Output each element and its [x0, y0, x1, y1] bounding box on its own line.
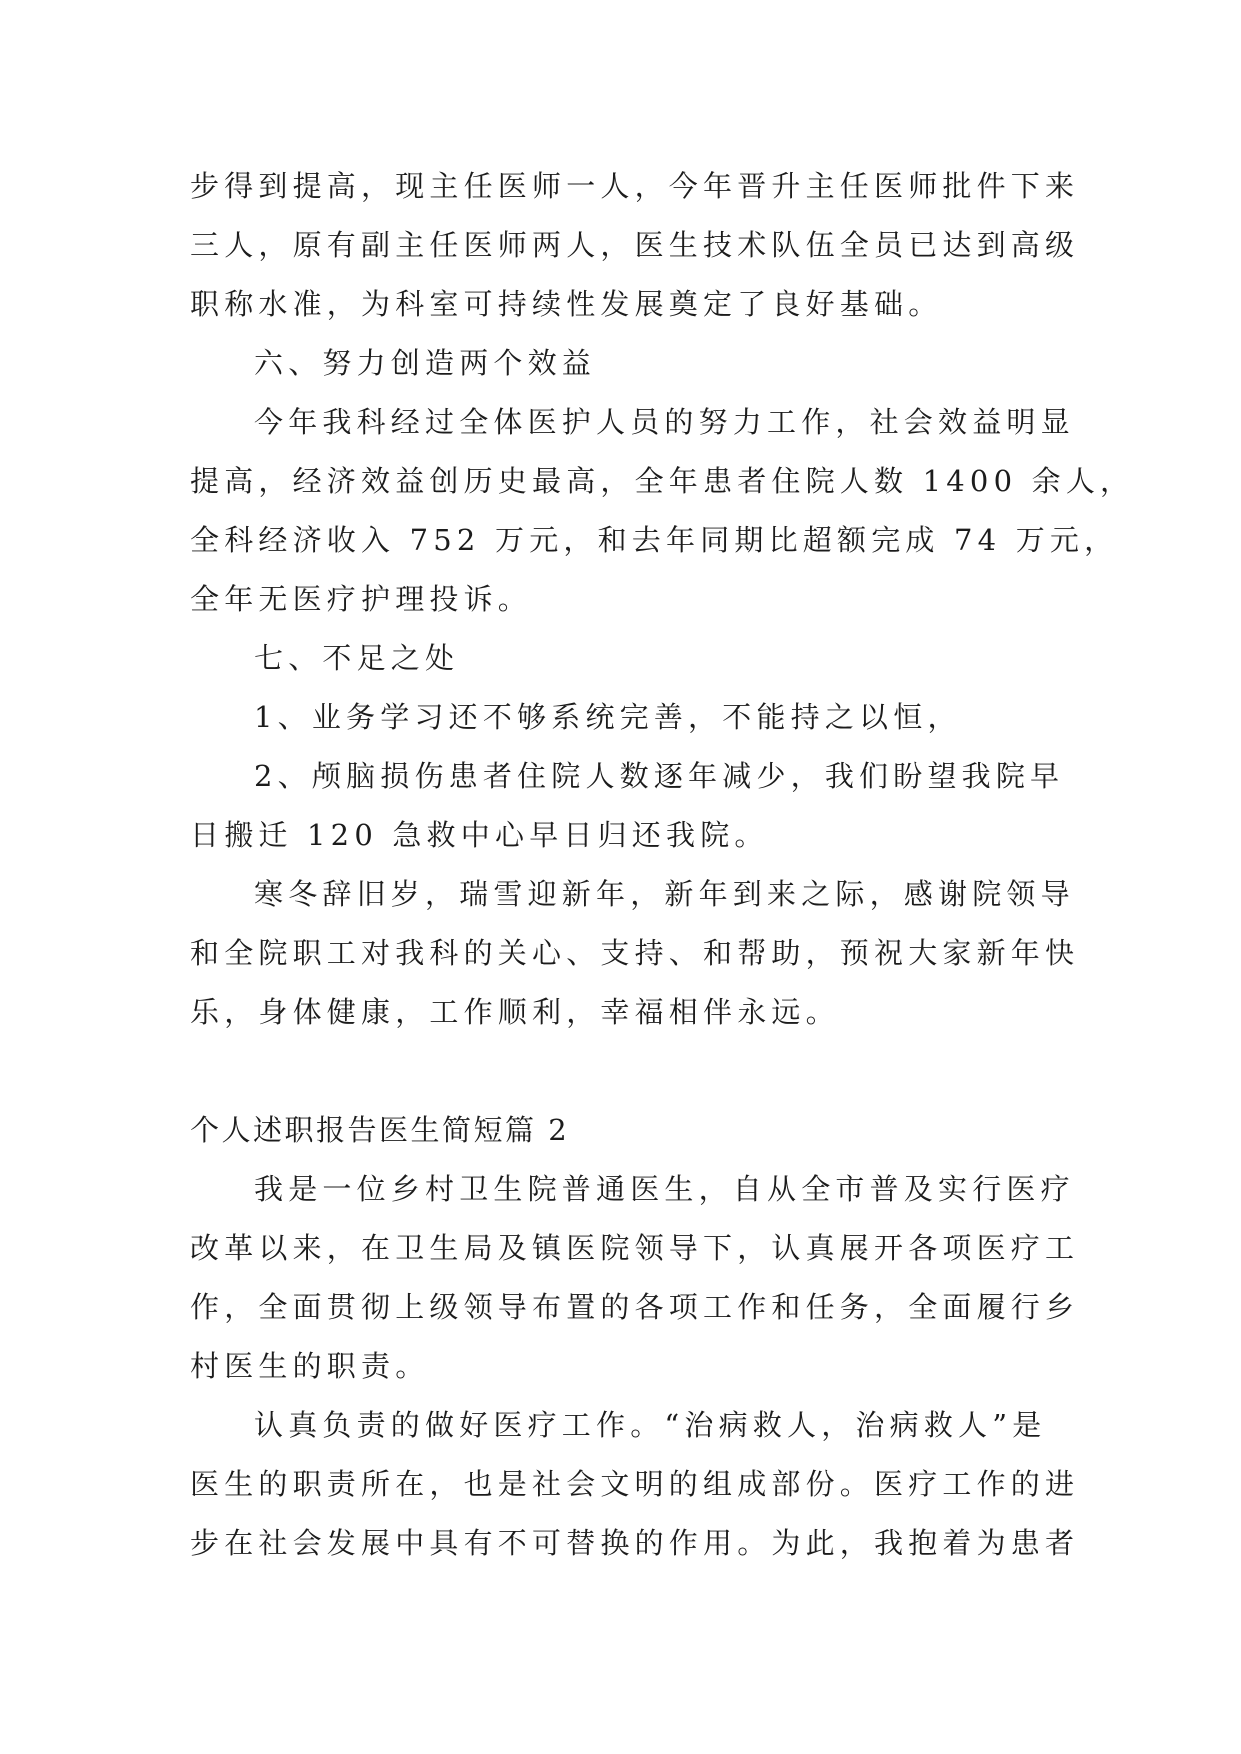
section-heading-7: 七、不足之处: [254, 641, 460, 675]
paragraph-line: 三人，原有副主任医师两人，医生技术队伍全员已达到高级: [190, 228, 1080, 262]
article-title: 个人述职报告医生简短篇 2: [190, 1113, 570, 1147]
paragraph-line: 提高，经济效益创历史最高，全年患者住院人数 1400 余人，: [190, 464, 1135, 498]
paragraph-line: 认真负责的做好医疗工作。“治病救人，治病救人”是: [254, 1408, 1047, 1442]
paragraph-line: 全年无医疗护理投诉。: [190, 582, 533, 616]
section-spacer: [190, 1042, 1052, 1101]
paragraph-line: 职称水准，为科室可持续性发展奠定了良好基础。: [190, 287, 943, 321]
paragraph-line: 寒冬辞旧岁，瑞雪迎新年，新年到来之际，感谢院领导: [254, 877, 1075, 911]
paragraph-line: 步得到提高，现主任医师一人，今年晋升主任医师批件下来: [190, 169, 1080, 203]
paragraph-line: 步在社会发展中具有不可替换的作用。为此，我抱着为患者: [190, 1526, 1080, 1560]
section-heading-6: 六、努力创造两个效益: [254, 346, 597, 380]
paragraph-line: 改革以来，在卫生局及镇医院领导下，认真展开各项医疗工: [190, 1231, 1080, 1265]
paragraph-line: 和全院职工对我科的关心、支持、和帮助，预祝大家新年快: [190, 936, 1080, 970]
document-body: [190, 157, 1135, 1573]
list-item: 1、业务学习还不够系统完善，不能持之以恒，: [254, 700, 962, 734]
paragraph-line: 乐，身体健康，工作顺利，幸福相伴永远。: [190, 995, 840, 1029]
paragraph-line: 村医生的职责。: [190, 1349, 430, 1383]
paragraph-line: 作，全面贯彻上级领导布置的各项工作和任务，全面履行乡: [190, 1290, 1080, 1324]
paragraph-line: 我是一位乡村卫生院普通医生，自从全市普及实行医疗: [254, 1172, 1075, 1206]
paragraph-line: 医生的职责所在，也是社会文明的组成部份。医疗工作的进: [190, 1467, 1080, 1501]
paragraph-line: 日搬迁 120 急救中心早日归还我院。: [190, 818, 769, 852]
paragraph-line: 今年我科经过全体医护人员的努力工作，社会效益明显: [254, 405, 1075, 439]
paragraph-line: 全科经济收入 752 万元，和去年同期比超额完成 74 万元，: [190, 523, 1119, 557]
list-item: 2、颅脑损伤患者住院人数逐年减少，我们盼望我院早: [254, 759, 1065, 793]
